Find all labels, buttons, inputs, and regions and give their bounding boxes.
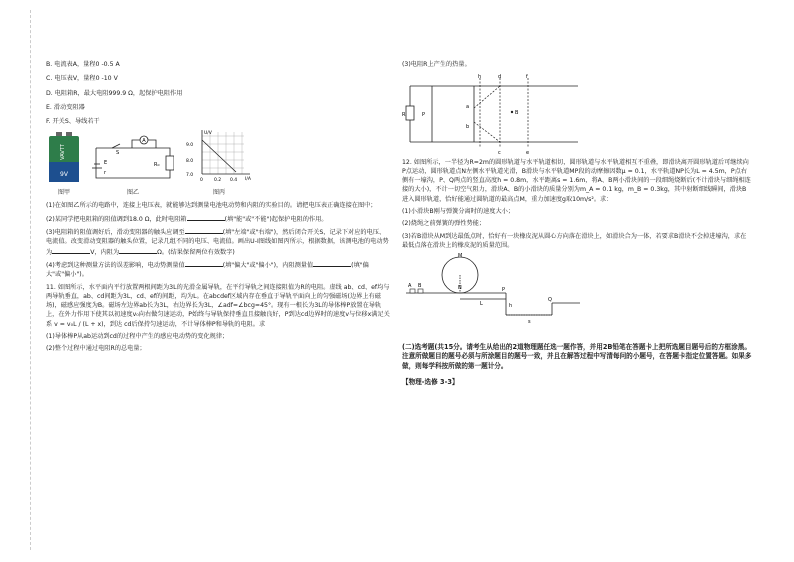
question-10-3: (3)电阻箱的阻值调好后，滑动变阻器的触头应调至 (填"左端"或"右端")，然后闭合开关S，记录下对应的电压、电流值。改变滑动变阻器的触头位置，记录几组不同的电压、电流值。画出U-I图线如图丙所示，根据数据，该测电池的电动势为 V，内阻为 Ω。(结果保留两位有效数字) bbox=[46, 229, 389, 256]
option-d: D. 电阻箱R，最大电阻999.9 Ω，起保护电阻作用 bbox=[46, 89, 183, 97]
label-s: s bbox=[528, 319, 531, 326]
question-12-2: (2)烧绳之前弹簧的弹性势能； bbox=[402, 220, 486, 228]
left-column bbox=[46, 60, 391, 357]
graph-x-axis-label: I/A bbox=[245, 177, 251, 183]
label-a-block: A bbox=[408, 283, 412, 290]
label-rod-p: P bbox=[422, 112, 426, 119]
figure-battery bbox=[46, 132, 82, 197]
elective-section-title: 【物理-选修 3-3】 bbox=[402, 378, 459, 387]
circuit-diagram bbox=[92, 134, 174, 184]
label-p: P bbox=[502, 287, 506, 294]
question-10-2: (2)某同学把电阻箱的阻值调到18.0 Ω，此时电阻箱 (填"能"或"不能")起保护电阻的作用。 bbox=[46, 215, 328, 223]
graph-y-axis-label: U/V bbox=[204, 131, 212, 137]
option-c: C. 电压表V，量程0 -10 V bbox=[46, 75, 118, 83]
right-column bbox=[402, 60, 752, 391]
label-d: d bbox=[498, 74, 502, 81]
graph-tick-x04: 0.4 bbox=[230, 178, 238, 184]
graph-tick-x0: 0 bbox=[200, 178, 203, 184]
question-12-3: (3)若B滑块从M到达最低点时，恰好有一块橡皮泥从圆心方向落在滑块上，如滑块合为一体，若要求B滑块不会掉进壕沟，求在最低点落在滑块上的橡皮泥的质量范围。 bbox=[402, 232, 747, 249]
label-n: N bbox=[458, 285, 462, 292]
label-h-height: h bbox=[509, 303, 513, 310]
battery-brand-label: VAVTT bbox=[60, 144, 66, 161]
graph-tick-9: 9.0 bbox=[186, 143, 194, 149]
answer-blank[interactable] bbox=[313, 260, 351, 267]
label-b: b bbox=[466, 124, 470, 131]
figure-circuit bbox=[92, 134, 174, 197]
answer-blank[interactable] bbox=[185, 260, 223, 267]
emf-label: E bbox=[104, 160, 108, 167]
battery-image bbox=[46, 132, 82, 184]
question-10-1: (1)在如图乙所示的电路中，连接上电压表，就能够达到测量电池电动势和内阻的实验目的。请把电压表正确连接在图中； bbox=[46, 202, 377, 210]
answer-blank[interactable] bbox=[185, 227, 223, 234]
answer-blank[interactable] bbox=[52, 247, 90, 254]
graph-tick-x02: 0.2 bbox=[214, 178, 222, 184]
label-field-b: B bbox=[515, 110, 519, 117]
question-12: 12. 如图所示，一半径为R=2m的圆形轨道与水平轨道相切，圆形轨道与水平轨道相互不重叠，即滑块离开圆形轨道后可继续向P点运动，圆形轨道点N左侧水平轨道光滑，B滑块与水平轨道MP段的动摩擦因数μ = 0.1，水平轨道NP长为L = 4.5m，P点右侧有一壕沟，P、Q两点的竖直高度h = 0.8m，水平距离s = 1.6m，将A、B两小滑块间的一段细绳烧断后(不计滑块与细绳相连接的大小)，不计一切空气阻力，滑块A、B的小滑块的质量分别为m_A = 0.1 kg，m_B = 0.3kg，其中射断细线瞬间，滑块B进入圆形轨道，恰好能通过圆轨道的最高点M，重力加速度g取10m/s²。求： bbox=[402, 158, 751, 203]
elective-section-intro: (二)选考题(共15分。请考生从给出的2道物理题任选一题作答，并用2B铅笔在答题卡上把所选题目题号后的方框涂黑。注意所做题目的题号必须与所涂题目的题号一致，并且在解答过程中写清每问的小题号，在答题卡指定位置答题。如果多做，则每学科按所做的第一题计分。 bbox=[402, 342, 752, 371]
graph-tick-7: 7.0 bbox=[186, 173, 194, 179]
velocity-formula: v = v₀L / (L + x) bbox=[54, 320, 104, 328]
internal-resistance-label: r bbox=[104, 170, 107, 177]
question-11-3: (3)电阻R上产生的热量。 bbox=[402, 61, 471, 68]
figure-graph bbox=[184, 128, 254, 197]
figure-caption-yi: 图乙 bbox=[126, 189, 139, 197]
resistor-label: R₀ bbox=[154, 162, 160, 169]
figure-caption-jia: 图甲 bbox=[57, 189, 70, 197]
option-b: B. 电流表A，量程0 -0.5 A bbox=[46, 61, 120, 68]
figures-row-1 bbox=[46, 131, 391, 197]
answer-blank[interactable] bbox=[187, 214, 225, 221]
label-l: L bbox=[480, 301, 483, 308]
label-h: h bbox=[478, 74, 482, 81]
label-f: f bbox=[526, 74, 528, 81]
question-10-4: (4)考虑到这种测量方法的误差影响，电动势测量值 (填"偏大"或"偏小")，内阻测量值 (填"偏大"或"偏小")。 bbox=[46, 261, 369, 279]
option-f: F. 开关S、导线若干 bbox=[46, 118, 100, 126]
graph-tick-8: 8.0 bbox=[186, 159, 194, 165]
ui-graph bbox=[184, 128, 254, 184]
switch-label: S bbox=[116, 150, 120, 157]
battery-voltage-label: 9V bbox=[60, 171, 68, 179]
question-11-2: (2)整个过程中通过电阻R的总电量； bbox=[46, 345, 146, 353]
binding-line bbox=[30, 10, 31, 550]
ammeter-label: A bbox=[142, 138, 146, 145]
loop-track-diagram bbox=[402, 253, 582, 333]
question-11-1: (1)导体棒P从ab运动到cd的过程中产生的感应电动势的变化规律； bbox=[46, 333, 229, 341]
label-a: a bbox=[466, 104, 470, 111]
label-c: c bbox=[498, 150, 501, 155]
rail-magnetic-field-diagram bbox=[402, 72, 582, 154]
label-m: M bbox=[458, 253, 463, 260]
question-11: 11. 如图所示，水平面内平行放置两根间距为3L的光滑金属导轨，在平行导轨之间连接阻值为R的电阻。虚线 ab、cd、ef均与两导轨垂直，ab、cd间距为3L，cd、ef的间距，均为L。在abcdef区域内存在垂直于导轨平面向上的匀强磁场(边界上有磁场)，磁感应强度为B。磁场左边界ab长为3L，右边界长为3L，∠adf=∠bcg=45°。现有一根长为3L的导体棒P放置在导轨上，在外力作用下使其以初速度v₀向右做匀速运动，P始终与导轨保持垂直且接触良好，P到达cd边界时的速度v与位移x满足关系 v = v₀L / (L + x)，到达 cd后保持匀速运动，不计导体棒P和导轨的电阻。求 bbox=[46, 283, 390, 328]
label-e: e bbox=[526, 150, 530, 155]
question-12-1: (1)小滑块B刚与弹簧分离时的速度大小； bbox=[402, 208, 515, 216]
label-q: Q bbox=[548, 297, 552, 304]
option-e: E. 滑动变阻器 bbox=[46, 103, 85, 111]
figure-caption-bing: 图丙 bbox=[212, 189, 225, 197]
label-resistor-r: R bbox=[402, 112, 406, 119]
answer-blank[interactable] bbox=[119, 247, 157, 254]
label-b-block: B bbox=[418, 283, 422, 290]
